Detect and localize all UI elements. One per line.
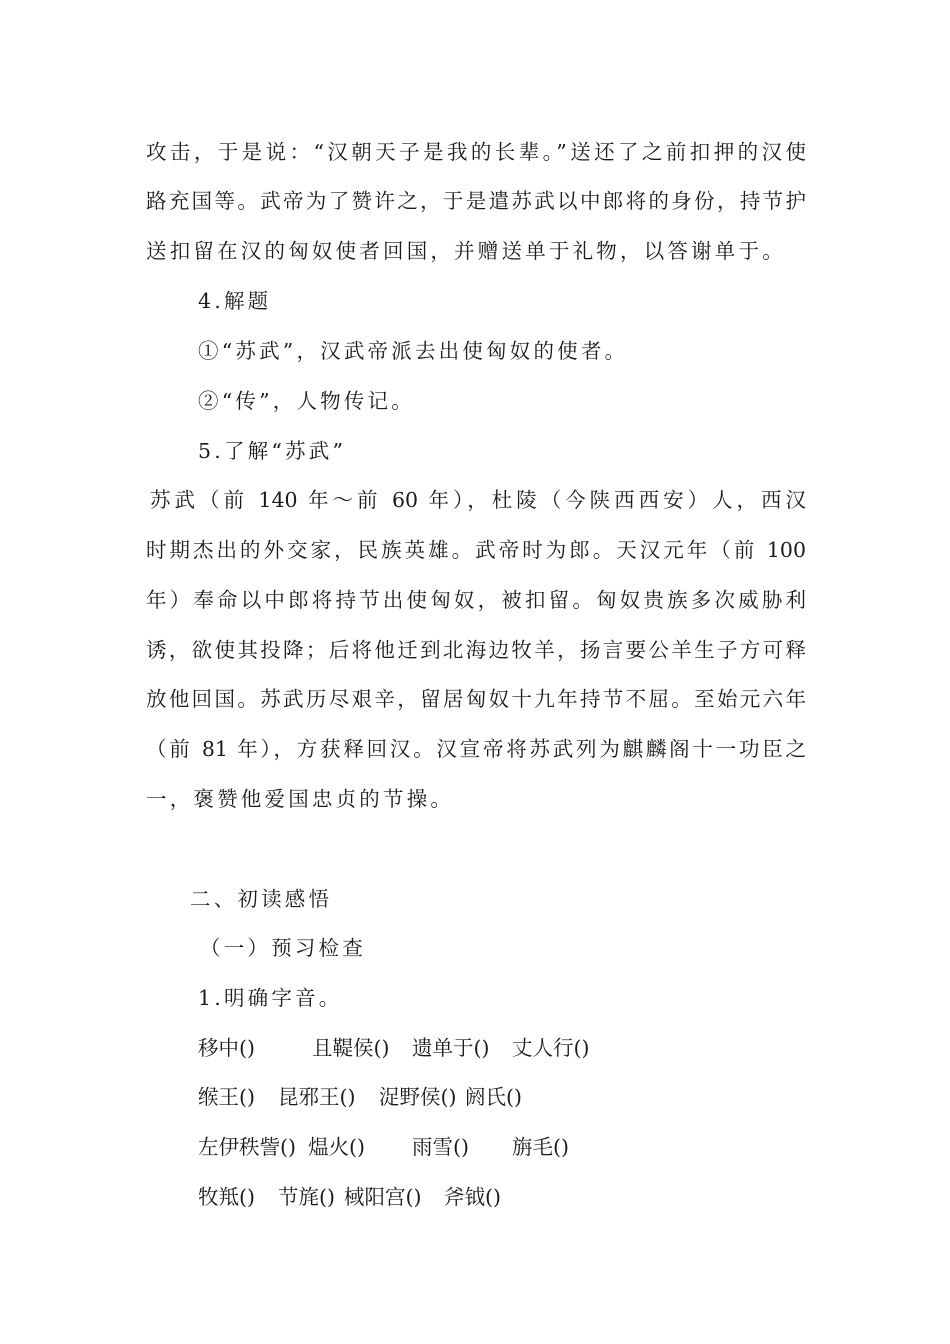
- sub-heading: （一）预习检查: [200, 936, 366, 960]
- paragraph-line: 诱，欲使其投降；后将他迁到北海边牧羊，扬言要公羊生子方可释: [146, 638, 806, 662]
- pronunciation-item: 斧钺(): [444, 1185, 501, 1209]
- pronunciation-item: 煴火(): [308, 1135, 365, 1159]
- paragraph-line: 路充国等。武帝为了赞许之，于是遣苏武以中郎将的身份，持节护: [146, 189, 806, 213]
- paragraph-line: （前 81 年），方获释回汉。汉宣帝将苏武列为麒麟阁十一功臣之: [146, 737, 806, 761]
- paragraph-line: 放他回国。苏武历尽艰辛，留居匈奴十九年持节不屈。至始元六年: [146, 687, 806, 711]
- paragraph-line: 时期杰出的外交家，民族英雄。武帝时为郎。天汉元年（前 100: [146, 538, 806, 562]
- section-heading: 4.解题: [198, 289, 272, 313]
- section-heading: 5.了解“苏武”: [198, 439, 347, 463]
- pronunciation-item: 遗单于(): [412, 1036, 490, 1060]
- paragraph-line: 年）奉命以中郎将持节出使匈奴，被扣留。匈奴贵族多次威胁利: [146, 588, 806, 612]
- pronunciation-item: 移中(): [198, 1036, 255, 1060]
- list-item: ①“苏武”，汉武帝派去出使匈奴的使者。: [198, 339, 629, 363]
- pronunciation-item: 棫阳宫(): [344, 1185, 422, 1209]
- pronunciation-item: 浞野侯(): [379, 1085, 457, 1109]
- pronunciation-item: 丈人行(): [512, 1036, 590, 1060]
- pronunciation-item: 且鞮侯(): [312, 1036, 390, 1060]
- paragraph-line: 一，褒赞他爱国忠贞的节操。: [146, 787, 455, 811]
- pronunciation-item: 节旄(): [278, 1185, 335, 1209]
- pronunciation-item: 昆邪王(): [278, 1085, 356, 1109]
- pronunciation-item: 左伊秩訾(): [198, 1135, 296, 1159]
- list-item: ②“传”，人物传记。: [198, 389, 415, 413]
- task-label: 1.明确字音。: [198, 986, 343, 1010]
- pronunciation-item: 缑王(): [198, 1085, 255, 1109]
- paragraph-line: 攻击，于是说：“汉朝天子是我的长辈。”送还了之前扣押的汉使: [146, 140, 806, 164]
- pronunciation-item: 旃毛(): [512, 1135, 569, 1159]
- pronunciation-item: 牧羝(): [198, 1185, 255, 1209]
- paragraph-line: 送扣留在汉的匈奴使者回国，并赠送单于礼物，以答谢单于。: [146, 239, 786, 263]
- part-heading: 二、初读感悟: [190, 887, 333, 911]
- paragraph-line: 苏武（前 140 年～前 60 年），杜陵（今陕西西安）人，西汉: [150, 488, 806, 512]
- pronunciation-item: 阏氏(): [465, 1085, 522, 1109]
- pronunciation-item: 雨雪(): [412, 1135, 469, 1159]
